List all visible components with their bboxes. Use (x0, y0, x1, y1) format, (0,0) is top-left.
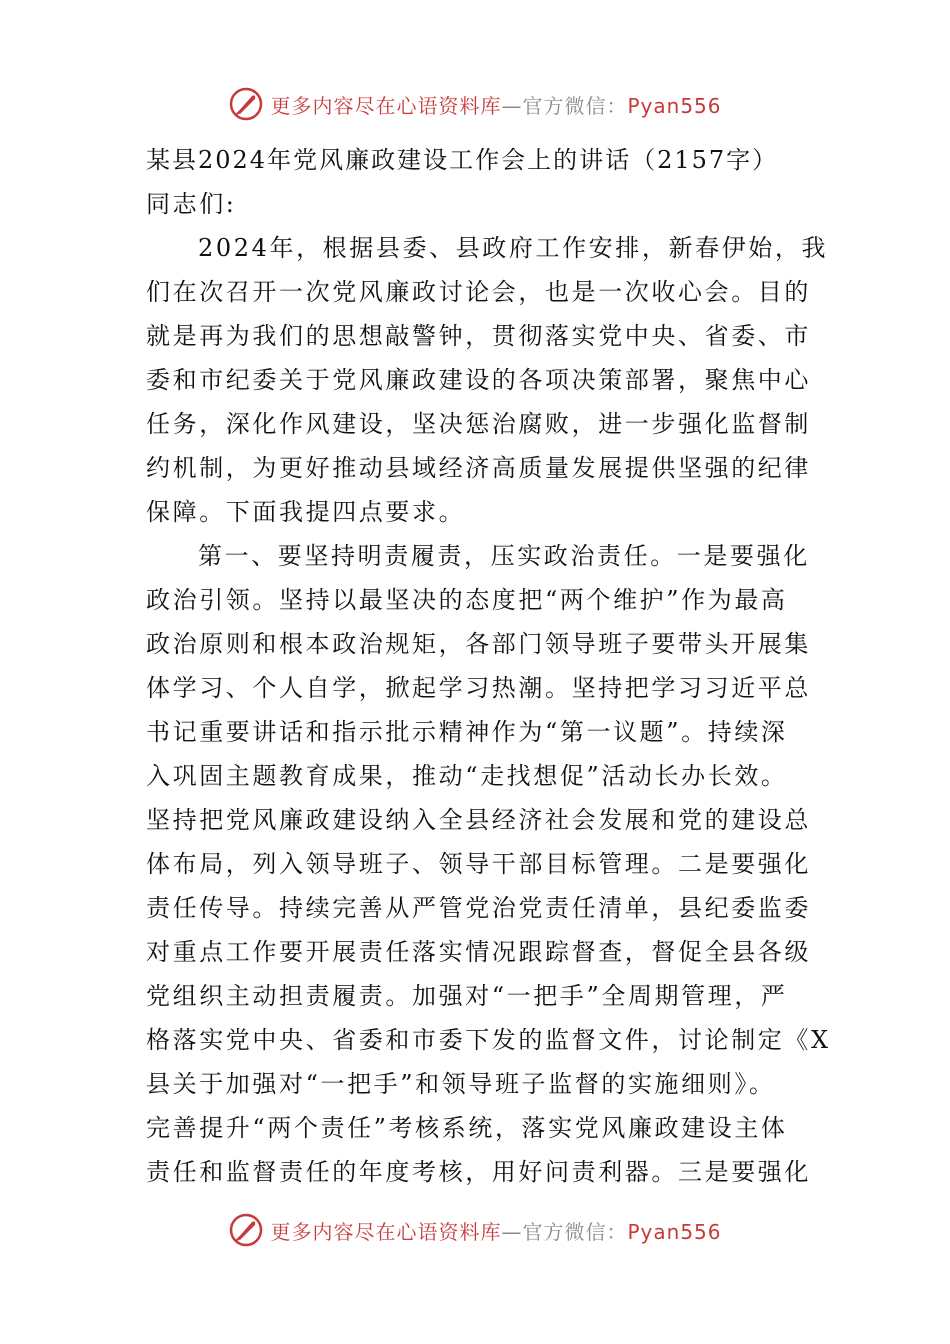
body-line: 约机制，为更好推动县域经济高质量发展提供坚强的纪律 (146, 454, 811, 482)
footer-banner-text (270, 1216, 721, 1245)
body-line: 入巩固主题教育成果，推动“走找想促”活动长办长效。 (146, 762, 788, 790)
body-line: 党组织主动担责履责。加强对“一把手”全周期管理，严 (146, 982, 788, 1010)
body-line: 体布局，列入领导班子、领导干部目标管理。二是要强化 (146, 850, 811, 878)
header-contact-label: 官方微信： (522, 93, 628, 118)
header-brand: 更多内容尽在心语资料库 (270, 93, 502, 118)
body-line: 第一、要坚持明责履责，压实政治责任。一是要强化 (198, 542, 810, 570)
document-body (146, 138, 831, 1194)
body-line: 就是再为我们的思想敲警钟，贯彻落实党中央、省委、市 (146, 322, 811, 350)
body-line: 责任传导。持续完善从严管党治党责任清单，县纪委监委 (146, 894, 811, 922)
body-line: 体学习、个人自学，掀起学习热潮。坚持把学习习近平总 (146, 674, 811, 702)
header-watermark-banner (0, 84, 950, 124)
body-line: 书记重要讲话和指示批示精神作为“第一议题”。持续深 (146, 718, 788, 746)
body-line: 委和市纪委关于党风廉政建设的各项决策部署，聚焦中心 (146, 366, 811, 394)
footer-watermark-banner (0, 1210, 950, 1250)
document-title: 某县2024年党风廉政建设工作会上的讲话（2157字） (146, 146, 779, 174)
body-line: 对重点工作要开展责任落实情况跟踪督查，督促全县各级 (146, 938, 811, 966)
header-contact-id: Pyan556 (627, 93, 722, 118)
footer-brand: 更多内容尽在心语资料库 (270, 1219, 502, 1244)
header-separator: — (501, 93, 523, 118)
quill-logo-icon (228, 86, 264, 122)
quill-logo-icon (228, 1212, 264, 1248)
footer-separator: — (501, 1219, 523, 1244)
body-line: 责任和监督责任的年度考核，用好问责利器。三是要强化 (146, 1158, 811, 1186)
body-line: 县关于加强对“一把手”和领导班子监督的实施细则》。 (146, 1070, 776, 1098)
body-line: 格落实党中央、省委和市委下发的监督文件，讨论制定《X (146, 1026, 831, 1054)
body-line: 坚持把党风廉政建设纳入全县经济社会发展和党的建设总 (146, 806, 811, 834)
body-line: 2024年，根据县委、县政府工作安排，新春伊始，我 (198, 234, 829, 262)
body-line: 任务，深化作风建设，坚决惩治腐败，进一步强化监督制 (146, 410, 811, 438)
body-line: 政治引领。坚持以最坚决的态度把“两个维护”作为最高 (146, 586, 788, 614)
body-line: 保障。下面我提四点要求。 (146, 498, 466, 526)
header-banner-text (270, 90, 721, 119)
salutation: 同志们: (146, 190, 237, 218)
footer-contact-id: Pyan556 (627, 1219, 722, 1244)
footer-contact-label: 官方微信： (522, 1219, 628, 1244)
body-line: 政治原则和根本政治规矩，各部门领导班子要带头开展集 (146, 630, 811, 658)
body-line: 们在次召开一次党风廉政讨论会，也是一次收心会。目的 (146, 278, 811, 306)
body-lines (146, 226, 831, 1194)
body-line: 完善提升“两个责任”考核系统，落实党风廉政建设主体 (146, 1114, 788, 1142)
